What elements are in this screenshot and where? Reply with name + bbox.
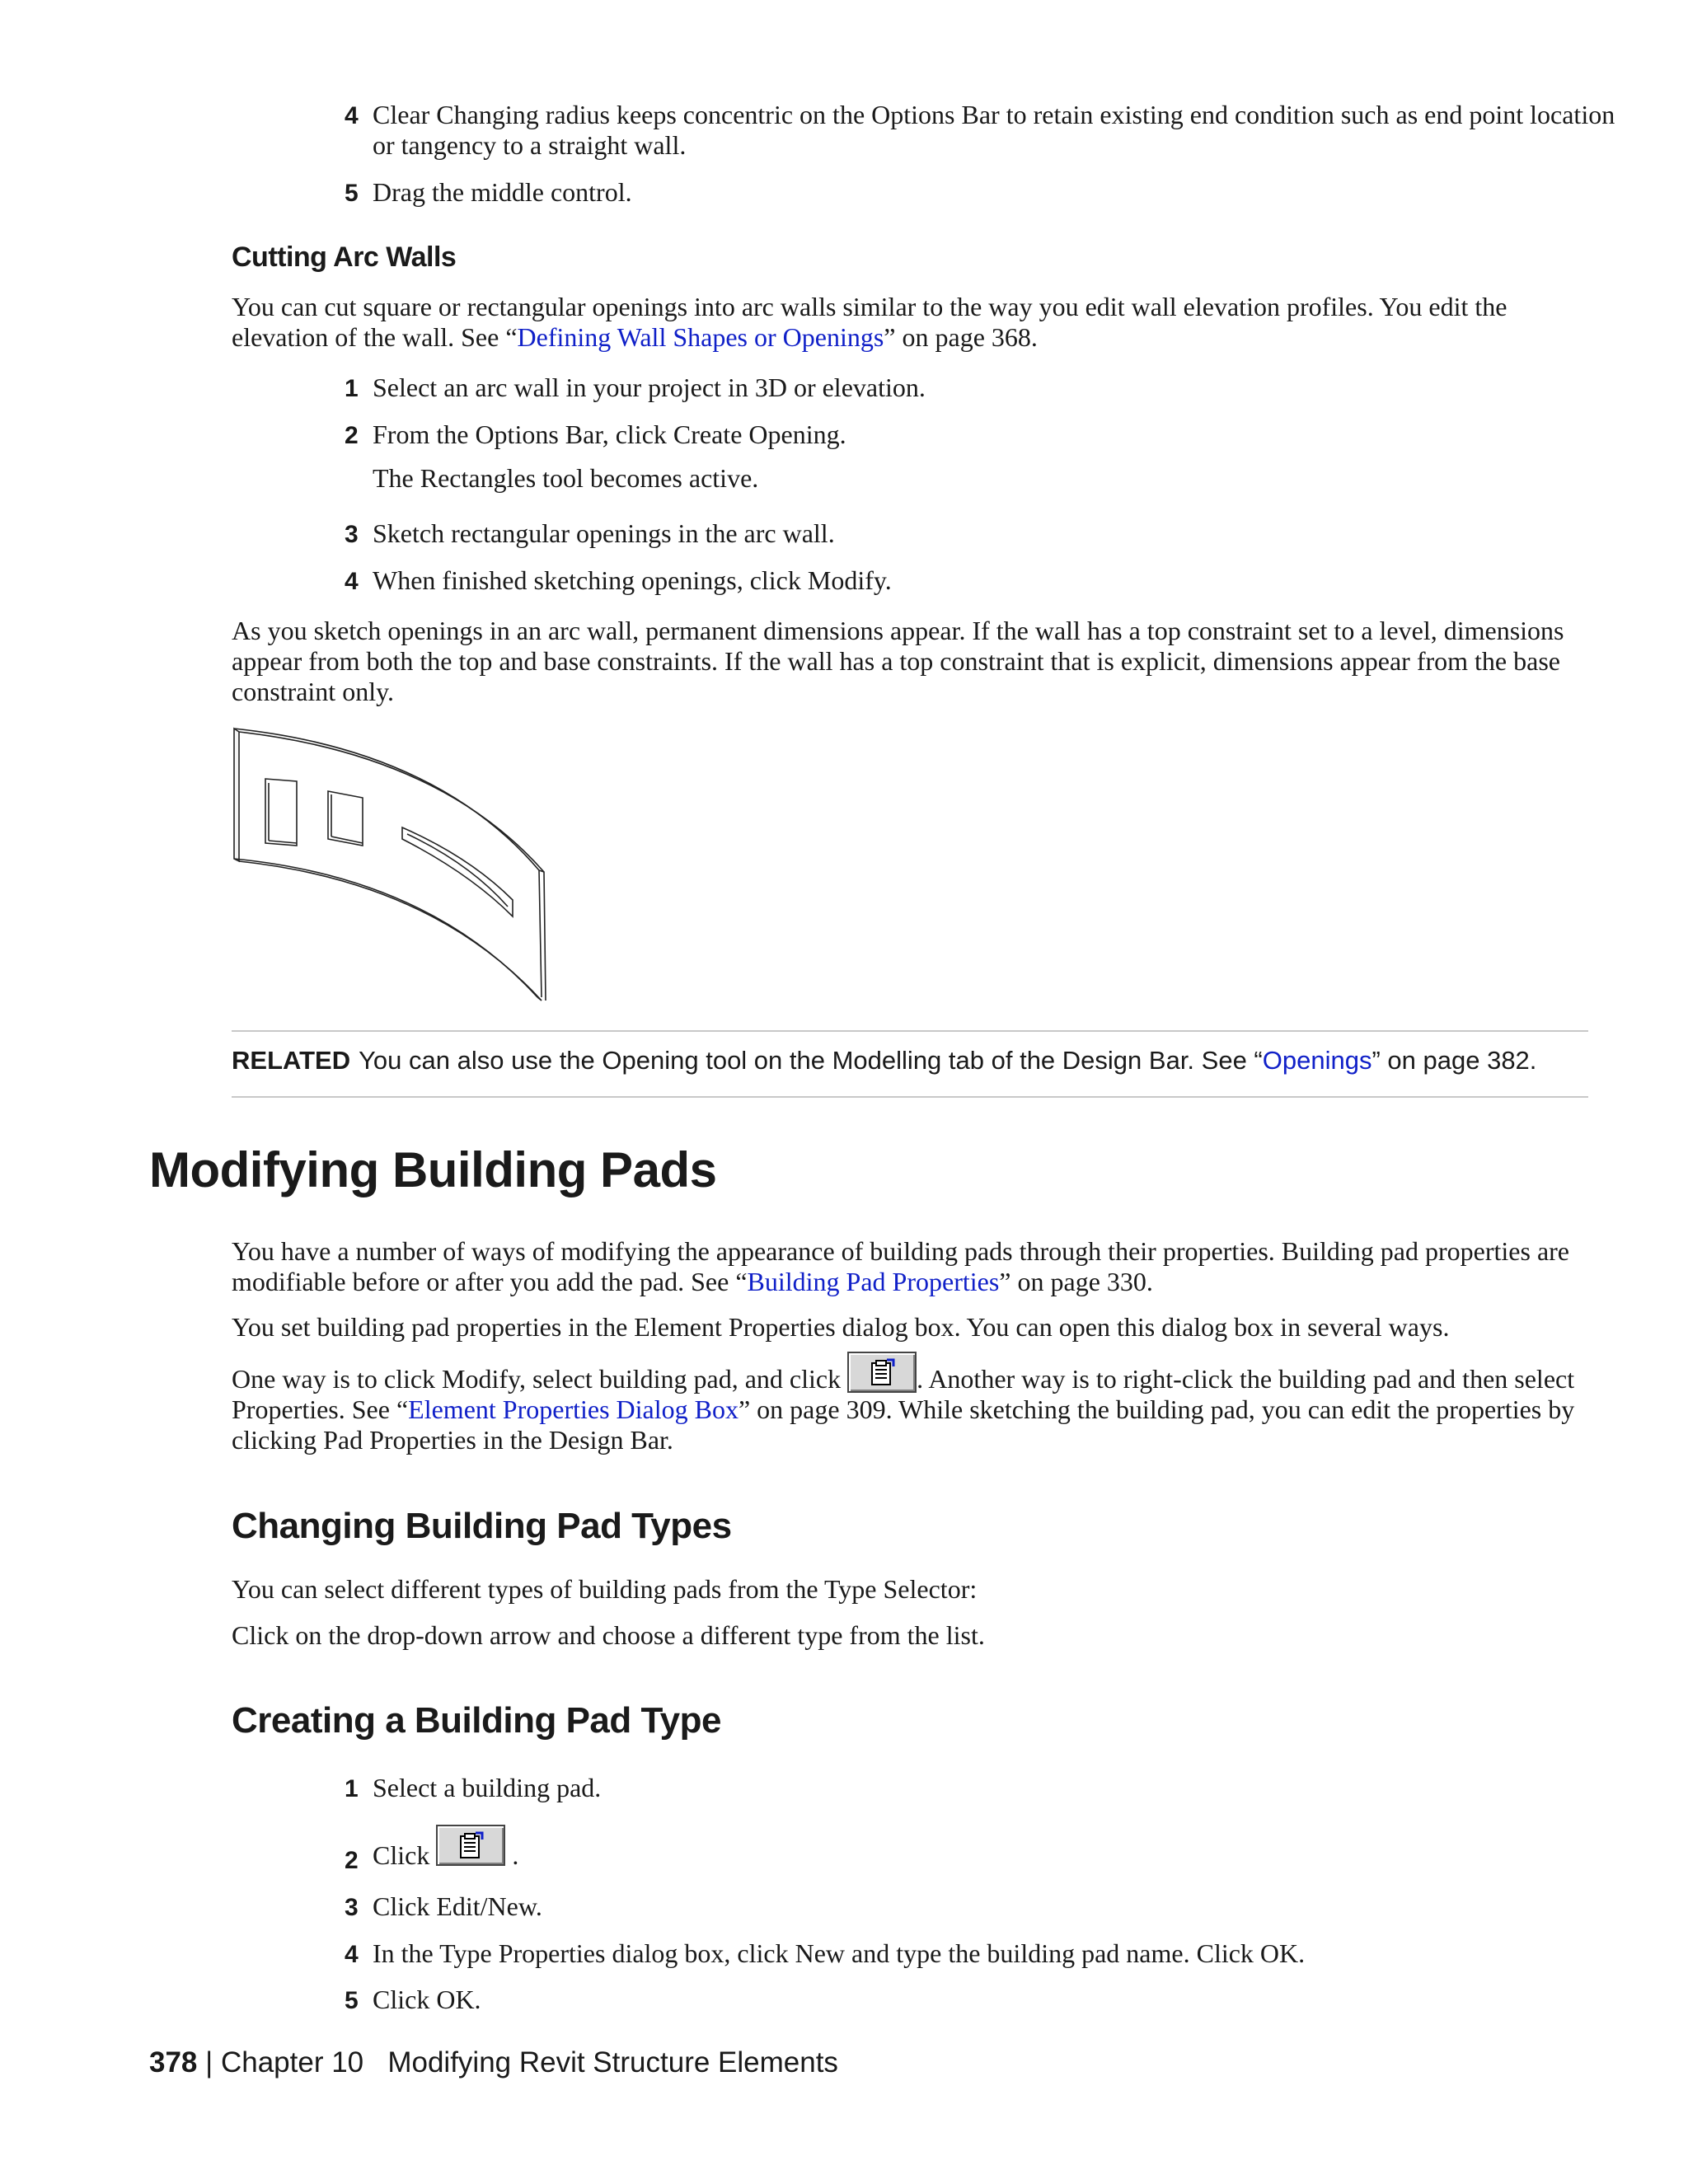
step-number: 3 — [345, 1894, 359, 1921]
list-item — [345, 1985, 481, 2016]
list-item — [345, 518, 835, 550]
list-item — [345, 373, 926, 404]
step-number: 4 — [345, 1941, 359, 1968]
section-heading: Cutting Arc Walls — [232, 241, 457, 273]
link-element-properties-dialog[interactable]: Element Properties Dialog Box — [408, 1394, 738, 1424]
page-number: 378 — [149, 2046, 198, 2079]
list-item — [345, 1891, 542, 1923]
list-item — [345, 1840, 519, 1876]
paragraph — [232, 292, 1592, 353]
link-defining-wall-shapes[interactable]: Defining Wall Shapes or Openings — [517, 322, 884, 352]
step-number: 1 — [345, 1775, 359, 1802]
section-heading: Creating a Building Pad Type — [232, 1700, 721, 1741]
list-item — [345, 100, 1615, 160]
related-note — [232, 1045, 1592, 1076]
related-text: ” on page 382. — [1372, 1046, 1537, 1075]
footer-chapter: Chapter 10 — [220, 2046, 364, 2079]
paragraph — [232, 1236, 1592, 1297]
paragraph-text: One way is to click Modify, select building pad, and click — [232, 1364, 848, 1394]
paragraph: As you sketch openings in an arc wall, permanent dimensions appear. If the wall has a top constraint set to a level, dimensions appear from both the top and base constraints. If the wall has a top constraint that is explicit, dimensions appear from the base constraint only. — [232, 616, 1564, 706]
link-building-pad-properties[interactable]: Building Pad Properties — [747, 1267, 1000, 1296]
step-number: 1 — [345, 375, 359, 402]
step-text: In the Type Properties dialog box, click New and type the building pad name. Click OK. — [373, 1938, 1306, 1968]
step-text: Drag the middle control. — [373, 177, 632, 207]
step-text — [373, 1825, 1625, 1871]
step-text: Clear Changing radius keeps concentric on the Options Bar to retain existing end condition such as end point location or tangency to a straight wall. — [373, 100, 1615, 160]
step-text: Select an arc wall in your project in 3D or elevation. — [373, 373, 926, 402]
step-number: 3 — [345, 521, 359, 548]
step-text: When finished sketching openings, click Modify. — [373, 565, 892, 595]
section-heading: Changing Building Pad Types — [232, 1506, 732, 1546]
page-footer — [149, 2046, 838, 2079]
link-openings[interactable]: Openings — [1262, 1046, 1372, 1075]
paragraph — [232, 1352, 1592, 1455]
element-properties-icon — [459, 1831, 484, 1859]
step-label: Click — [373, 1840, 430, 1870]
element-properties-icon — [870, 1358, 895, 1386]
footer-separator: | — [205, 2046, 213, 2079]
paragraph-text: ” on page 368. — [884, 322, 1038, 352]
paragraph: You set building pad properties in the Element Properties dialog box. You can open this dialog box in several ways. — [232, 1312, 1450, 1342]
list-item — [345, 565, 892, 597]
related-text: You can also use the Opening tool on the Modelling tab of the Design Bar. See “ — [359, 1046, 1263, 1075]
chapter-section-heading: Modifying Building Pads — [149, 1142, 717, 1197]
divider — [232, 1030, 1588, 1032]
step-number: 5 — [345, 180, 359, 207]
step-number: 2 — [345, 1847, 359, 1874]
step-text: Click Edit/New. — [373, 1891, 542, 1921]
paragraph: You can select different types of building pads from the Type Selector: — [232, 1574, 978, 1604]
divider — [232, 1096, 1588, 1098]
element-properties-button[interactable] — [436, 1825, 505, 1866]
paragraph-text: You have a number of ways of modifying the appearance of building pads through their properties. Building pad properties are modifiable before or after you add the pad. See “ — [232, 1236, 1569, 1296]
list-item — [345, 177, 632, 209]
paragraph-text: ” on page 330. — [999, 1267, 1153, 1296]
related-label: RELATED — [232, 1046, 351, 1075]
paragraph: Click on the drop-down arrow and choose a different type from the list. — [232, 1620, 985, 1650]
step-suffix: . — [512, 1840, 519, 1870]
list-item — [345, 419, 846, 451]
step-number: 5 — [345, 1987, 359, 2014]
step-number: 2 — [345, 422, 359, 449]
footer-title: Modifying Revit Structure Elements — [387, 2046, 838, 2079]
step-text: Select a building pad. — [373, 1773, 602, 1802]
paragraph-text: ” on page 309. While sketching the building pad, you can edit the properties by clicking Pad Properties in the Design Bar. — [232, 1394, 1575, 1455]
step-text: Sketch rectangular openings in the arc wall. — [373, 518, 835, 548]
arc-wall-illustration — [231, 725, 552, 1001]
step-text: Click OK. — [373, 1985, 481, 2014]
paragraph-text: You can cut square or rectangular openings into arc walls similar to the way you edit wall elevation profiles. You edit the elevation of the wall. See “ — [232, 292, 1507, 352]
element-properties-button[interactable] — [847, 1352, 917, 1393]
step-note: The Rectangles tool becomes active. — [373, 463, 759, 493]
list-item — [345, 1938, 1306, 1970]
list-item — [345, 1773, 602, 1804]
paragraph-text: . Another way is to right-click the building pad and then select Properties. See “ — [232, 1364, 1575, 1424]
step-number: 4 — [345, 102, 359, 129]
step-text: From the Options Bar, click Create Opening. — [373, 419, 846, 449]
step-number: 4 — [345, 568, 359, 595]
